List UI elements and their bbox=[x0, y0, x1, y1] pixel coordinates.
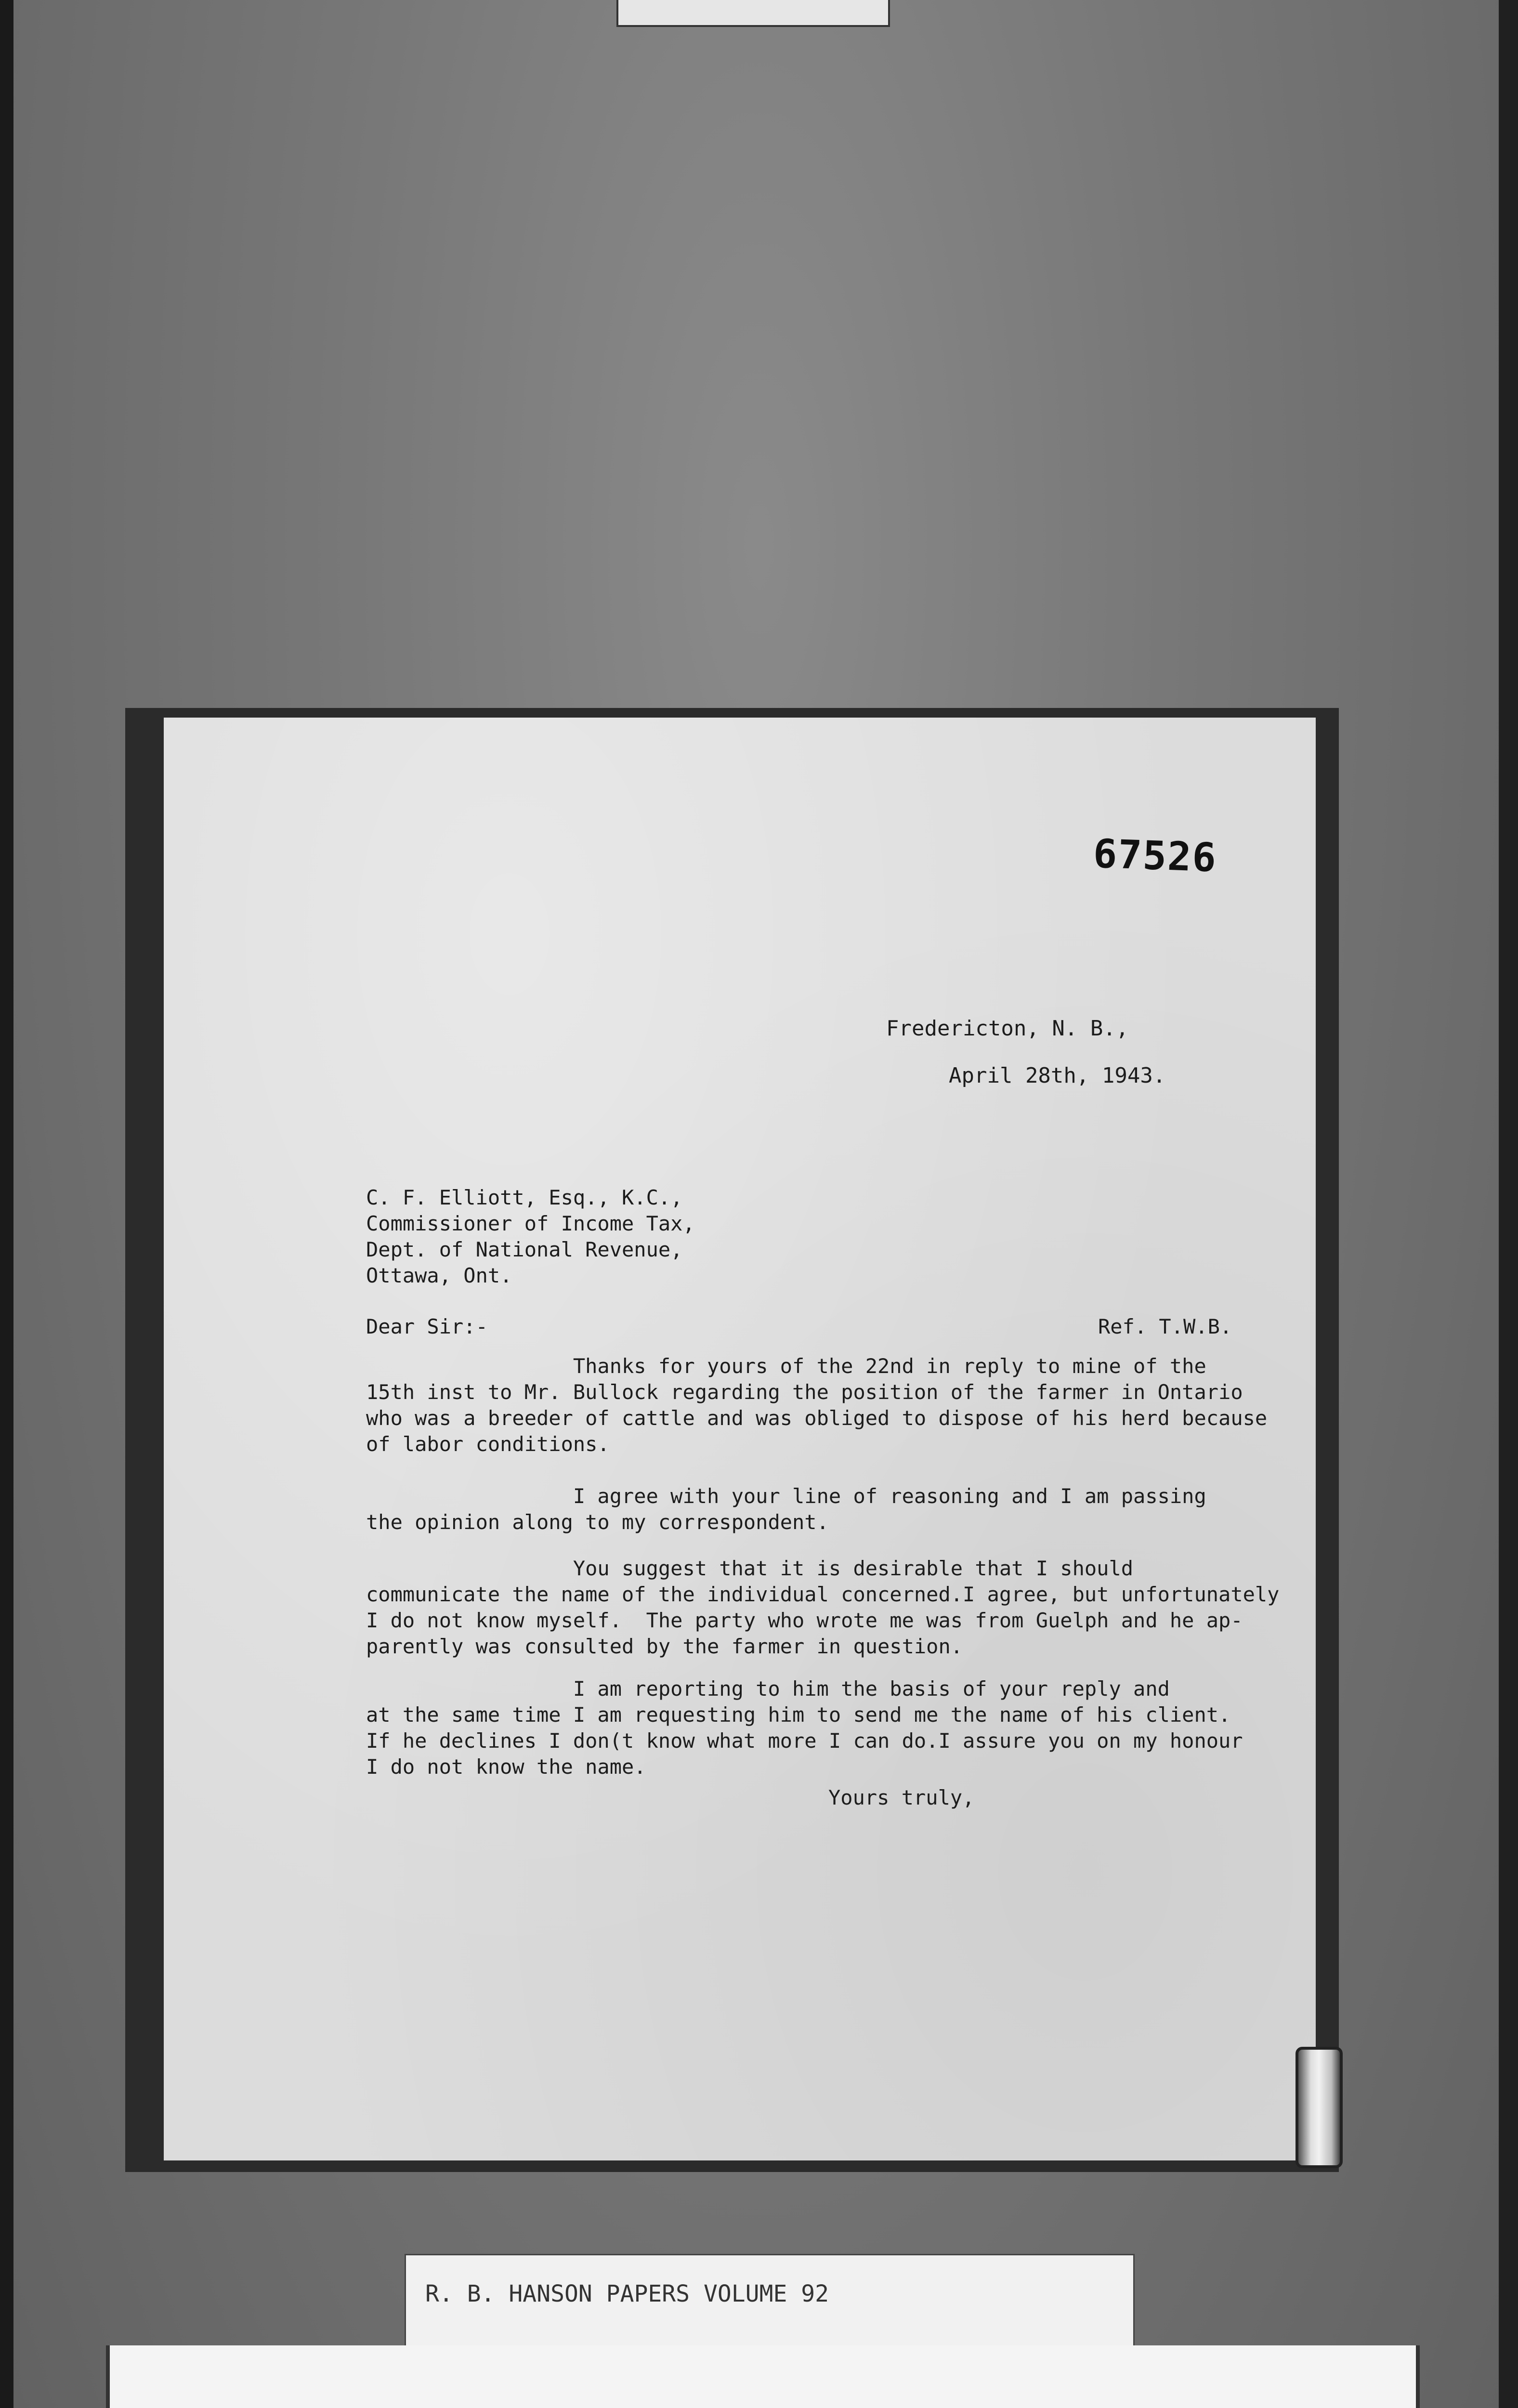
volume-label-text: R. B. HANSON PAPERS VOLUME 92 bbox=[425, 2280, 829, 2307]
salutation: Dear Sir:- bbox=[366, 1315, 488, 1338]
address-line: Ottawa, Ont. bbox=[366, 1264, 512, 1287]
letter-date: April 28th, 1943. bbox=[949, 1063, 1166, 1088]
body-paragraph: You suggest that it is desirable that I should communicate the name of the individual concerned.I agree, but unfortunately I do not know myself. The party who wrote me was from Guelph and he ap- parently was consulted by the farmer in question. bbox=[366, 1557, 1280, 1658]
top-mount-tab bbox=[616, 0, 890, 27]
archives-card bbox=[106, 2345, 1420, 2408]
body-paragraph: Thanks for yours of the 22nd in reply to mine of the 15th inst to Mr. Bullock regarding the position of the farmer in Ontario who was a breeder of cattle and was obliged to dispose of his herd because of labor conditions. bbox=[366, 1354, 1268, 1456]
address-line: Dept. of National Revenue, bbox=[366, 1238, 683, 1261]
film-edge-left bbox=[0, 0, 13, 2408]
typed-letter bbox=[164, 718, 1316, 2160]
volume-label bbox=[405, 2254, 1135, 2348]
body-paragraph: I am reporting to him the basis of your reply and at the same time I am requesting him to send me the name of his client. If he declines I don(t know what more I can do.I assure you on my honour I do not know the name. bbox=[366, 1677, 1243, 1779]
closing: Yours truly, bbox=[828, 1786, 975, 1809]
paper-clip bbox=[1296, 2047, 1343, 2168]
letter-place: Fredericton, N. B., bbox=[886, 1016, 1129, 1041]
recipient-address bbox=[366, 1185, 695, 1289]
reference: Ref. T.W.B. bbox=[1098, 1315, 1232, 1338]
body-paragraph: I agree with your line of reasoning and I am passing the opinion along to my correspondent. bbox=[366, 1484, 1206, 1534]
address-line: C. F. Elliott, Esq., K.C., bbox=[366, 1186, 683, 1209]
film-edge-right bbox=[1499, 0, 1518, 2408]
address-line: Commissioner of Income Tax, bbox=[366, 1212, 695, 1235]
document-number: 67526 bbox=[1092, 831, 1218, 881]
